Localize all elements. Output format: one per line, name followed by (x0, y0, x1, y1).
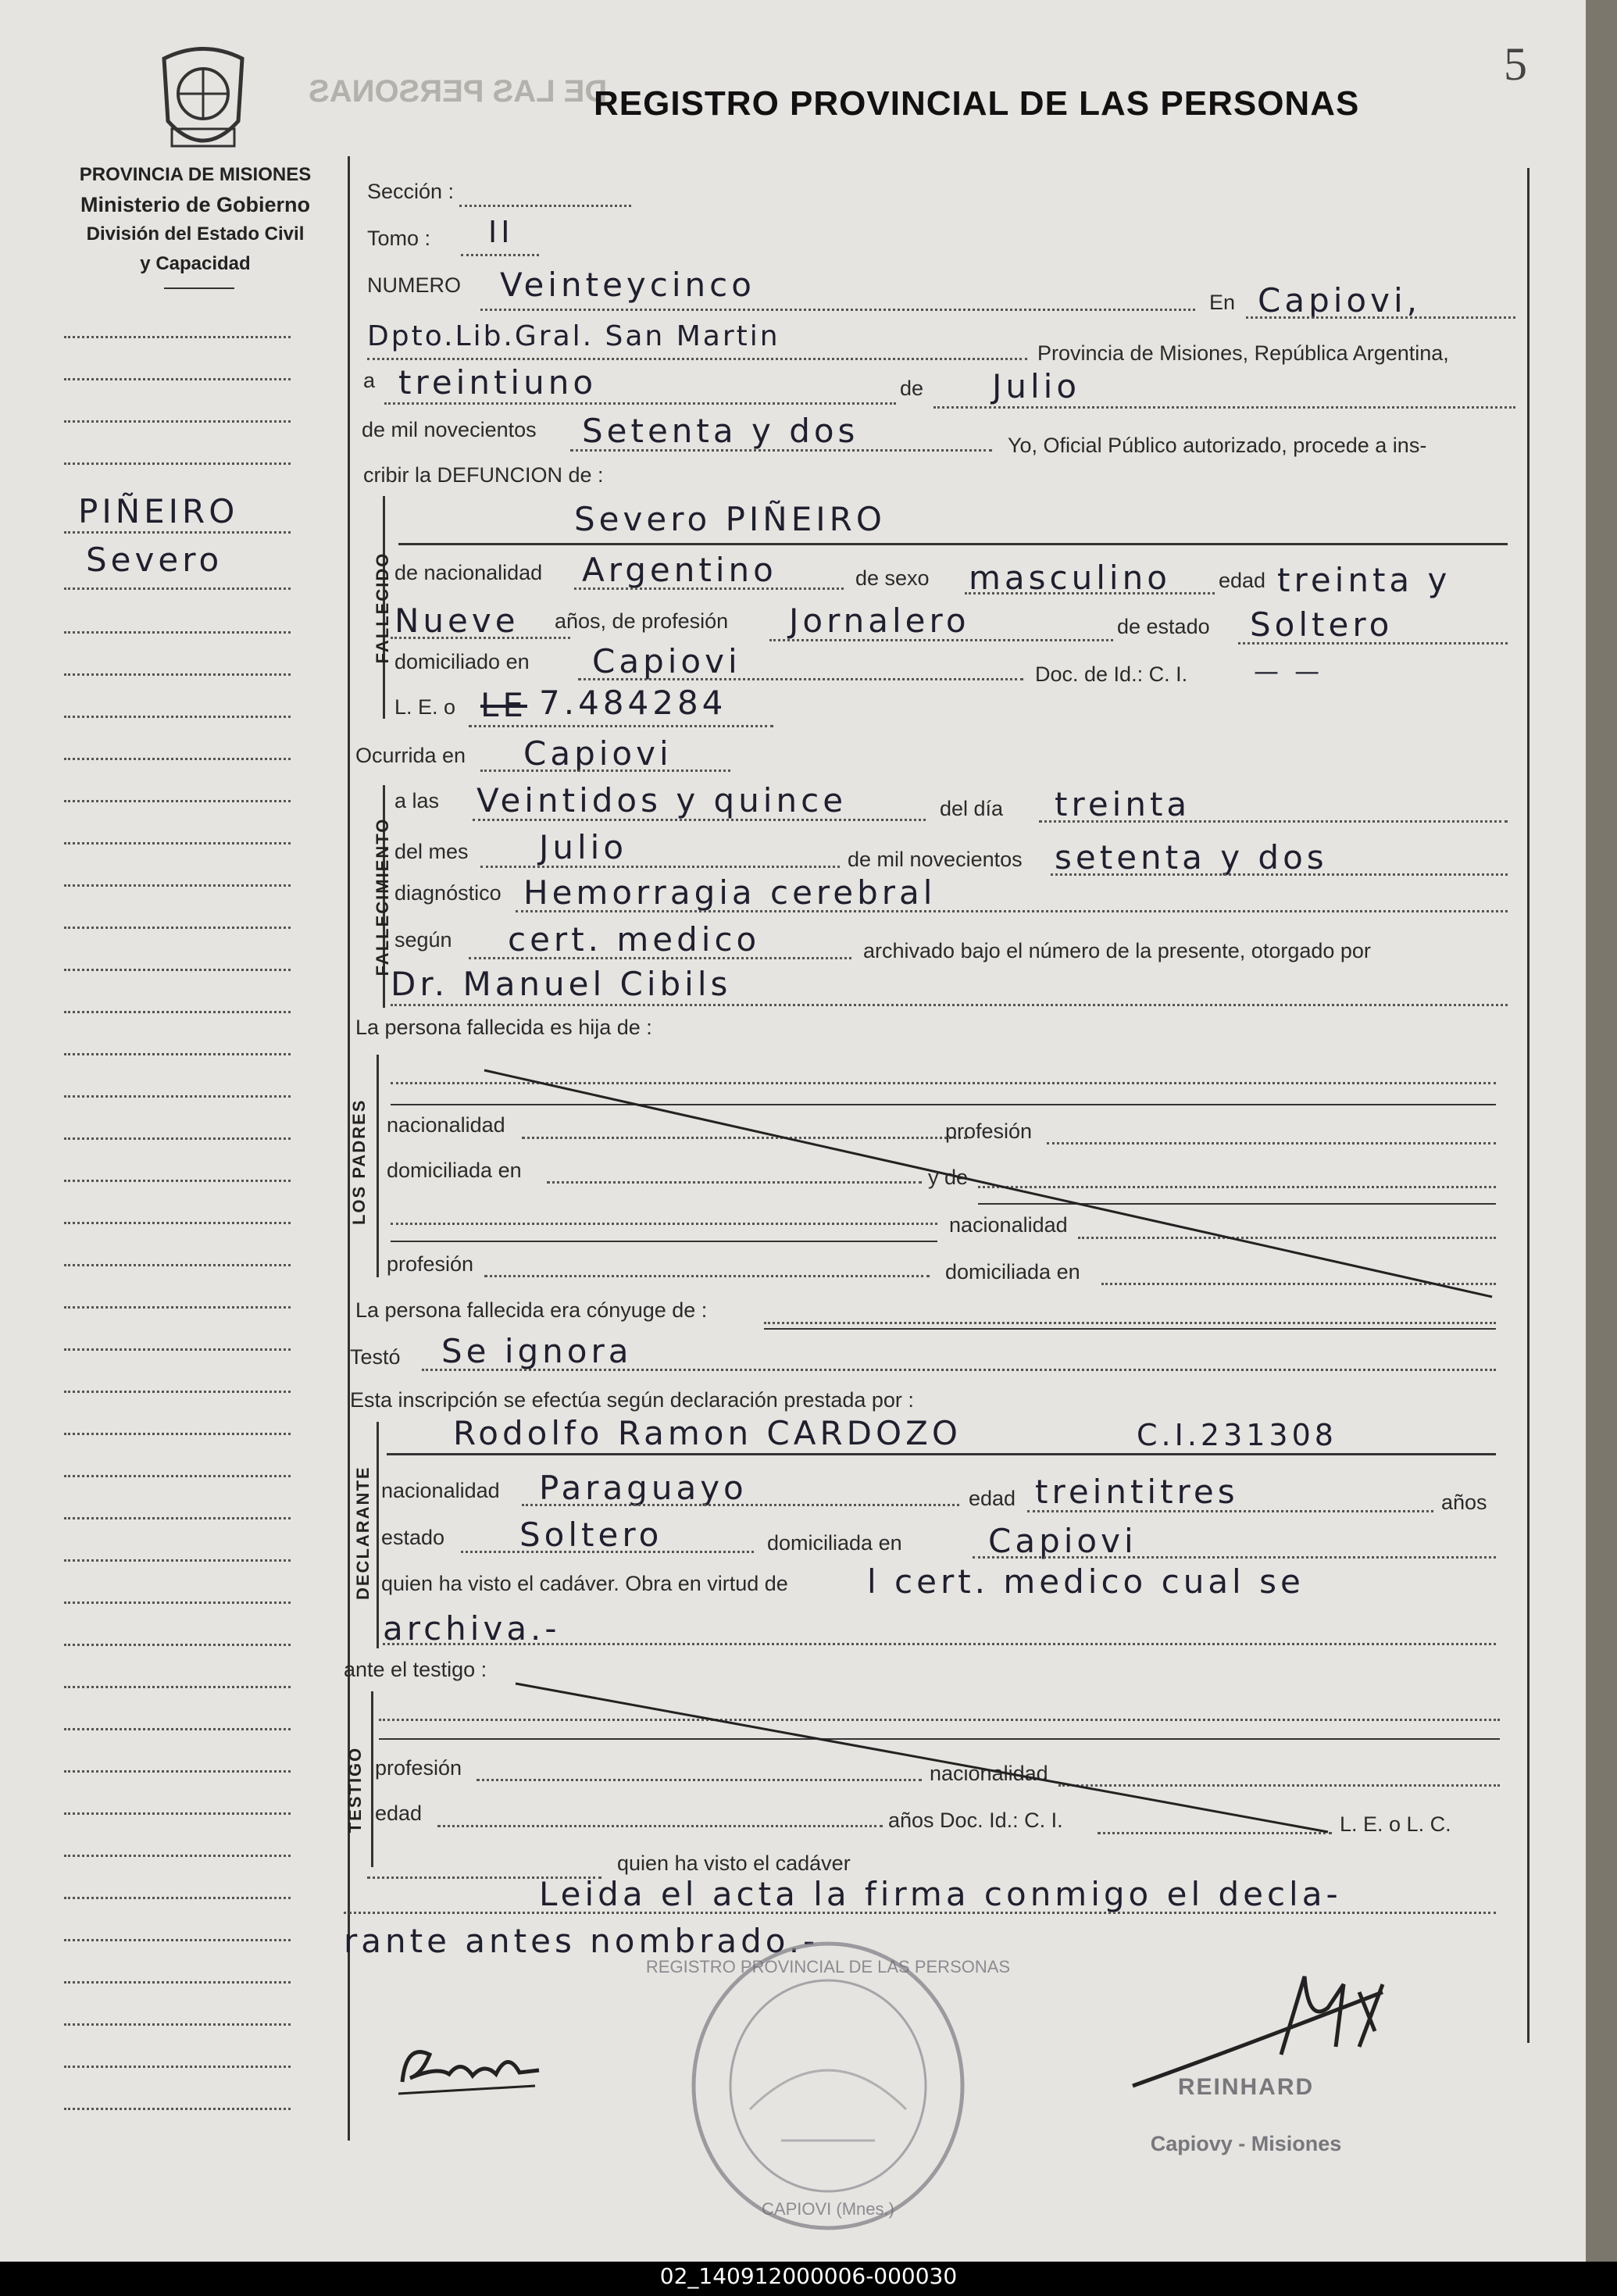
en-field (1246, 316, 1515, 319)
margin-rule-line (64, 969, 291, 971)
page-title: REGISTRO PROVINCIAL DE LAS PERSONAS (594, 84, 1360, 123)
domicilio-field (578, 678, 1023, 680)
mes-field (480, 866, 840, 868)
fallecimiento-section-label: FALLECIMIENTO (373, 817, 392, 977)
dia-value: treinta (1055, 785, 1191, 823)
anos-profesion-label: años, de profesión (555, 609, 729, 633)
diagnostico-field (516, 910, 1508, 912)
declarante-domicilio-field (973, 1556, 1496, 1559)
nacionalidad-field (574, 587, 844, 590)
declarante-section-label: DECLARANTE (353, 1466, 373, 1600)
inscribir-text: cribir la DEFUNCION de : (363, 463, 604, 487)
fallecido-section-label: FALLECIDO (373, 552, 392, 664)
padres-nacionalidad2-label: nacionalidad (949, 1213, 1068, 1237)
declarante-nacionalidad: Paraguayo (539, 1469, 748, 1507)
margin-surname: PIÑEIRO (78, 492, 239, 530)
stamp-text: REGISTRO PROVINCIAL DE LAS PERSONAS (645, 1957, 1011, 1976)
dia-field (1039, 820, 1508, 823)
declarante-edad-label: edad (969, 1487, 1016, 1510)
departamento-value: Dpto.Lib.Gral. San Martin (367, 320, 780, 352)
profesion-field (769, 639, 1113, 641)
diagnostico-label: diagnóstico (394, 881, 502, 905)
ocurrida-value: Capiovi (523, 734, 673, 773)
numero-label: NUMERO (367, 273, 461, 297)
authority-line3: División del Estado Civil (86, 223, 305, 245)
margin-rule-line (64, 2108, 291, 2110)
authority-line4: y Capacidad (140, 253, 251, 274)
ocurrida-field (480, 769, 730, 772)
margin-rule-line (64, 1855, 291, 1857)
departamento-field (367, 358, 1027, 360)
margin-rule-line (64, 336, 291, 338)
book-binding (1586, 0, 1617, 2262)
margin-rule-line (64, 1095, 291, 1098)
conyuge-label: La persona fallecida era cónyuge de : (355, 1298, 708, 1322)
authority-block (47, 160, 344, 279)
margin-rule-line (64, 1939, 291, 1941)
ante-testigo-label: ante el testigo : (344, 1658, 487, 1681)
declarante-estado-label: estado (381, 1526, 445, 1549)
declarante-signature (391, 2035, 547, 2109)
tomo-label: Tomo : (367, 227, 431, 250)
margin-rule-line (64, 1981, 291, 1984)
le-value: 7.484284 (539, 684, 727, 722)
authority-divider (164, 287, 234, 289)
testigo-nacionalidad-label: nacionalidad (930, 1762, 1048, 1785)
declarante-bracket (377, 1422, 379, 1648)
hora-field (473, 819, 926, 821)
declarante-edad: treintitres (1035, 1473, 1239, 1511)
margin-rule-line (64, 1137, 291, 1140)
official-stamp-line1: REINHARD (1177, 2074, 1315, 2100)
margin-rule-line (64, 1644, 291, 1646)
declarante-estado-field (461, 1551, 754, 1553)
month-value: Julio (992, 367, 1081, 405)
margin-rule-line (64, 1264, 291, 1266)
segun-label: según (394, 928, 452, 952)
edad-cont-field (391, 637, 570, 639)
margin-rule-line (64, 1011, 291, 1013)
testo-field (422, 1369, 1496, 1371)
margin-rule-line (64, 1348, 291, 1351)
margin-given-name: Severo (86, 541, 223, 579)
margin-rule-line (64, 800, 291, 802)
mes-label: del mes (394, 840, 469, 863)
sexo-label: de sexo (855, 566, 930, 590)
anio-value: setenta y dos (1055, 838, 1328, 877)
right-frame (1527, 168, 1530, 2043)
medico-value: Dr. Manuel Cibils (391, 965, 732, 1003)
sexo-value: masculino (969, 559, 1171, 597)
margin-rule-line (64, 1180, 291, 1182)
le-struck: LE (480, 686, 527, 724)
hora-label: a las (394, 789, 440, 812)
hija-de-label: La persona fallecida es hija de : (355, 1016, 652, 1039)
testigo-anos-doc-label: años Doc. Id.: C. I. (888, 1809, 1063, 1832)
diagnostico-value: Hemorragia cerebral (523, 873, 937, 912)
provincia-text: Provincia de Misiones, República Argentina, (1037, 341, 1449, 365)
declarante-nacionalidad-field (522, 1504, 959, 1506)
margin-rule-line (64, 631, 291, 634)
le-label: L. E. o (394, 695, 456, 719)
edad-value-cont: Nueve (394, 602, 519, 640)
margin-rule-line (64, 1433, 291, 1435)
padres-profesion-label: profesión (945, 1119, 1033, 1143)
margin-rule-line (64, 673, 291, 676)
padres-profesion2-label: profesión (387, 1252, 474, 1276)
tomo-field (461, 254, 539, 256)
oficial-text: Yo, Oficial Público autorizado, procede a ins- (1008, 434, 1427, 457)
margin-rule-line (64, 1559, 291, 1562)
padres-strike-line (484, 1070, 1500, 1305)
dia-label: del día (940, 797, 1004, 820)
hora-value: Veintidos y quince (477, 781, 848, 819)
margin-rule-line (64, 1306, 291, 1309)
testo-value: Se ignora (441, 1332, 633, 1370)
day-value: treintiuno (398, 363, 598, 402)
margin-rule-line (64, 1601, 291, 1604)
numero-value: Veinteycinco (500, 266, 755, 304)
authority-line2: Ministerio de Gobierno (80, 193, 311, 216)
testigo-edad-label: edad (375, 1801, 423, 1825)
padres-y-de-label: y de (928, 1166, 969, 1189)
tomo-value: II (488, 215, 514, 249)
margin-rule-line (64, 842, 291, 844)
nacionalidad-value: Argentino (582, 551, 777, 589)
declarante-domiciliada-label: domiciliada en (767, 1531, 902, 1555)
testigo-strike-line (516, 1684, 1336, 1840)
margin-rule-line (64, 927, 291, 929)
segun-value: cert. medico (508, 920, 761, 959)
archivado-text: archivado bajo el número de la presente, otorgado por (863, 939, 1371, 962)
month-field (933, 406, 1515, 409)
margin-rule-line (64, 462, 291, 465)
padres-domiciliada-label: domiciliada en (387, 1159, 522, 1182)
le-field (469, 725, 773, 727)
margin-rule-line (64, 1897, 291, 1899)
en-value: Capiovi, (1258, 281, 1421, 320)
official-stamp (1090, 2074, 1402, 2156)
footer-id: 02_140912000006-000030 (659, 2263, 958, 2289)
authority-line1: PROVINCIA DE MISIONES (79, 164, 312, 185)
closing-line1-field (344, 1912, 1496, 1914)
sexo-field (965, 592, 1215, 595)
estado-field (1238, 642, 1508, 645)
testigo-visto-label: quien ha visto el cadáver (617, 1851, 851, 1875)
closing-line1: Leida el acta la firma conmigo el decla- (539, 1875, 1342, 1913)
seccion-label: Sección : (367, 180, 455, 203)
margin-rule-line (64, 716, 291, 718)
seccion-field (459, 205, 631, 207)
conyuge-line (764, 1328, 1496, 1330)
margin-rule-line (64, 420, 291, 423)
margin-rule-line (64, 1053, 291, 1055)
padres-bracket (377, 1055, 379, 1277)
testigo-section-label: TESTIGO (345, 1746, 365, 1834)
ocurrida-label: Ocurrida en (355, 744, 466, 767)
coat-of-arms-icon (148, 43, 258, 164)
year-field (570, 449, 992, 452)
margin-rule-line (64, 884, 291, 887)
doc-value: — — (1254, 656, 1324, 686)
declarante-obra: l cert. medico cual se (867, 1562, 1305, 1601)
declarante-nacionalidad-label: nacionalidad (381, 1479, 500, 1502)
margin-rule-line (64, 1391, 291, 1393)
domiciliado-label: domiciliado en (394, 650, 530, 673)
closing-line2: rante antes nombrado.- (344, 1922, 819, 1960)
margin-rule-line (64, 2023, 291, 2026)
declarante-signature-text (391, 2035, 393, 2036)
year-value: Setenta y dos (582, 412, 859, 450)
margin-rule-line (64, 2066, 291, 2068)
domicilio-value: Capiovi (592, 642, 741, 680)
official-stamp-line2 (1090, 2101, 1402, 2132)
margin-rule-line (64, 1770, 291, 1773)
numero-field (480, 309, 1195, 311)
padres-domiciliada2-label: domiciliada en (945, 1260, 1080, 1284)
declarante-domicilio: Capiovi (988, 1522, 1137, 1560)
conyuge-field (764, 1322, 1496, 1324)
day-field (384, 402, 896, 405)
testigo-le-lc-label: L. E. o L. C. (1340, 1812, 1451, 1836)
declaracion-label: Esta inscripción se efectúa según declaración prestada por : (350, 1388, 914, 1412)
declarante-obra-field (383, 1643, 1496, 1645)
segun-field (469, 957, 851, 959)
fallecido-name: Severo PIÑEIRO (574, 500, 886, 538)
edad-value: treinta y (1277, 561, 1451, 599)
margin-rule-line (64, 1686, 291, 1688)
registro-seal-stamp (645, 1937, 1011, 2234)
margin-rule-line (64, 1728, 291, 1730)
de-label: de (900, 377, 924, 400)
margin-rule-line (64, 587, 291, 590)
page-number: 5 (1504, 38, 1527, 90)
declarante-nombre-line (387, 1453, 1496, 1455)
testigo-bracket (371, 1691, 373, 1867)
margin-rule-line (64, 378, 291, 380)
padres-nacionalidad-label: nacionalidad (387, 1113, 505, 1137)
medico-field (391, 1004, 1508, 1006)
anio-field (1051, 873, 1508, 876)
stamp-bottom-text: CAPIOVI (Mnes.) (762, 2199, 894, 2219)
faded-header: DE LAS PERSONAS (309, 74, 608, 109)
testo-label: Testó (350, 1345, 401, 1369)
margin-rule-line (64, 1475, 291, 1477)
testigo-profesion-label: profesión (375, 1756, 462, 1780)
profesion-value: Jornalero (789, 602, 970, 640)
estado-label: de estado (1117, 615, 1210, 638)
en-label: En (1209, 291, 1236, 314)
margin-rule-line (64, 1222, 291, 1224)
mes-value: Julio (539, 828, 628, 866)
declarante-visto-label: quien ha visto el cadáver. Obra en virtud de (381, 1572, 788, 1595)
declarante-ci: C.I.231308 (1137, 1418, 1337, 1452)
doc-label: Doc. de Id.: C. I. (1035, 662, 1188, 686)
fallecido-name-line (398, 543, 1508, 545)
edad-label: edad (1219, 569, 1266, 592)
margin-rule-line (64, 531, 291, 534)
margin-rule-line (64, 1812, 291, 1815)
margin-rule-line (64, 1517, 291, 1519)
a-label: a (363, 369, 376, 392)
declarante-obra-cont: archiva.- (383, 1609, 561, 1648)
declarante-anos-label: años (1441, 1491, 1487, 1514)
year-label: de mil novecientos (362, 418, 537, 441)
margin-rule-line (64, 758, 291, 760)
declarante-nombre: Rodolfo Ramon CARDOZO (453, 1414, 962, 1452)
anio-label: de mil novecientos (848, 848, 1023, 871)
padres-section-label: LOS PADRES (349, 1098, 369, 1225)
nacionalidad-label: de nacionalidad (394, 561, 543, 584)
estado-value: Soltero (1250, 605, 1394, 644)
official-stamp-line3: Capiovy - Misiones (1150, 2132, 1342, 2155)
declarante-edad-field (1027, 1510, 1433, 1512)
declarante-estado: Soltero (519, 1516, 663, 1554)
